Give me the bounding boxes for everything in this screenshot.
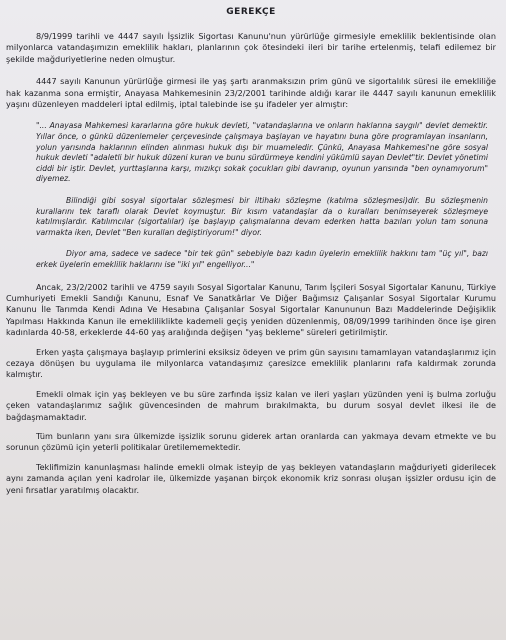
quote-paragraph-1: "... Anayasa Mahkemesi kararlarına göre hukuk devleti, "vatandaşlarına ve onların haklarına saygılı" devlet demektir. Yıllar önce, o günkü düzenlemeler çerçevesinde çalışmaya başlayan ve hayatını buna göre programlayan insanların, yolun yarısında haklarının elinden alınması hukuk dışı bir muameledir. Çünkü, Anayasa Mahkemesi'ne göre sosyal hukuk devleti "adaletli bir hukuk düzeni kuran ve bunu sürdürmeye kendini yükümlü sayan Devlet"tir. Devlet yönetimi ciddi bir iştir. Devlet, yurttaşlarına karşı, mızıkçı sokak çocukları gibi davranıp, oyunun yarısında "ben oynamıyorum" diyemez. bbox=[36, 121, 488, 184]
quote-paragraph-3: Diyor ama, sadece ve sadece "bir tek gün" sebebiyle bazı kadın üyelerin emeklilik hakkını tam "üç yıl", bazı erkek üyelerin emeklilik haklarını ise "iki yıl" engelliyor..." bbox=[36, 249, 488, 269]
paragraph-4: Erken yaşta çalışmaya başlayıp primlerini eksiksiz ödeyen ve prim gün sayısını tamamlayan vatandaşlarımız için cezaya dönüşen bu uygulama ile milyonlarca vatandaşımız çaresizce emeklilik planlarını rafa kaldırmak zorunda kalmıştır. bbox=[6, 346, 496, 380]
paragraph-6: Tüm bunların yanı sıra ülkemizde işsizlik sorunu giderek artan oranlarda can yakmaya devam etmekte ve bu sorunun çözümü için yeterli politikalar üretilememektedir. bbox=[6, 431, 496, 453]
quote-paragraph-2: Bilindiği gibi sosyal sigortalar sözleşmesi bir iltihakı sözleşme (katılma sözleşmesi)dir. Bu sözleşmenin kurallarını tek taraflı olarak Devlet koymuştur. Bir kısım vatandaşlar da o kuralları benimseyerek sözleşmeye katılmışlardır. Katılımcılar (sigortalılar) işe başlayıp çalışmalarına devam ederken hatta bazıları yolun tam sonuna varmakta iken, Devlet "Ben kuralları değiştiriyorum!" diyor. bbox=[36, 196, 488, 237]
paragraph-3: Ancak, 23/2/2002 tarihli ve 4759 sayılı Sosyal Sigortalar Kanunu, Tarım İşçileri Sosyal Sigortalar Kanunu, Türkiye Cumhuriyeti Emekli Sandığı Kanunu, Esnaf Ve Sanatkârlar Ve Diğer Bağımsız Çalışanlar Sosyal Sigortalar Kurumu Kanunu İle Tarımda Kendi Adına Ve Hesabına Çalışanlar Sosyal Sigortalar Kanununun Bazı Maddelerinde Değişiklik Yapılması Hakkında Kanun ile emekliliklikte kademeli geçiş yeniden düzenlenmiş, 08/09/1999 tarihinden önce işe giren kadınlarda 40-58, erkeklerde 44-60 yaş aralığında değişen "yaş bekleme" süreleri getirilmiştir. bbox=[6, 281, 496, 338]
paragraph-7: Teklifimizin kanunlaşması halinde emekli olmak isteyip de yaş bekleyen vatandaşların mağduriyeti giderilecek aynı zamanda açılan yeni kadrolar ile, ülkemizde yaşanan birçok ekonomik kriz sonrası oluşan işsizler ordusu için de yeni fırsatlar yaratılmış olacaktır. bbox=[6, 461, 496, 495]
page-title: GEREKÇE bbox=[226, 7, 276, 17]
paragraph-5: Emekli olmak için yaş bekleyen ve bu süre zarfında işsiz kalan ve ileri yaşları yüzünden yeni iş bulma zorluğu çeken vatandaşlarımız sağlık güvencesinden de mahrum bırakılmakta, bu durum sosyal devlet ilkesi ile de bağdaşmamaktadır. bbox=[6, 388, 496, 422]
paragraph-2: 4447 sayılı Kanunun yürürlüğe girmesi ile yaş şartı aranmaksızın prim günü ve sigortalılık süresi ile emekliliğe hak kazanma sona ermiştir, Anayasa Mahkemesinin 23/2/2001 tarihinde aldığı karar ile 4447 sayılı kanunun emeklilik yaşını düzenleyen maddeleri iptal edilmiş, iptal talebinde ise şu ifadeler yer almıştır: bbox=[6, 76, 496, 110]
paragraph-1: 8/9/1999 tarihli ve 4447 sayılı İşsizlik Sigortası Kanunu'nun yürürlüğe girmesiyle emeklilik beklentisinde olan milyonlarca vatandaşımızın emeklilik hakları, planlarının çok ötesindeki ileri bir tarihe ertelenmiş, telafi edilemez bir şekilde mağduriyetlerine neden olmuştur. bbox=[6, 31, 496, 64]
